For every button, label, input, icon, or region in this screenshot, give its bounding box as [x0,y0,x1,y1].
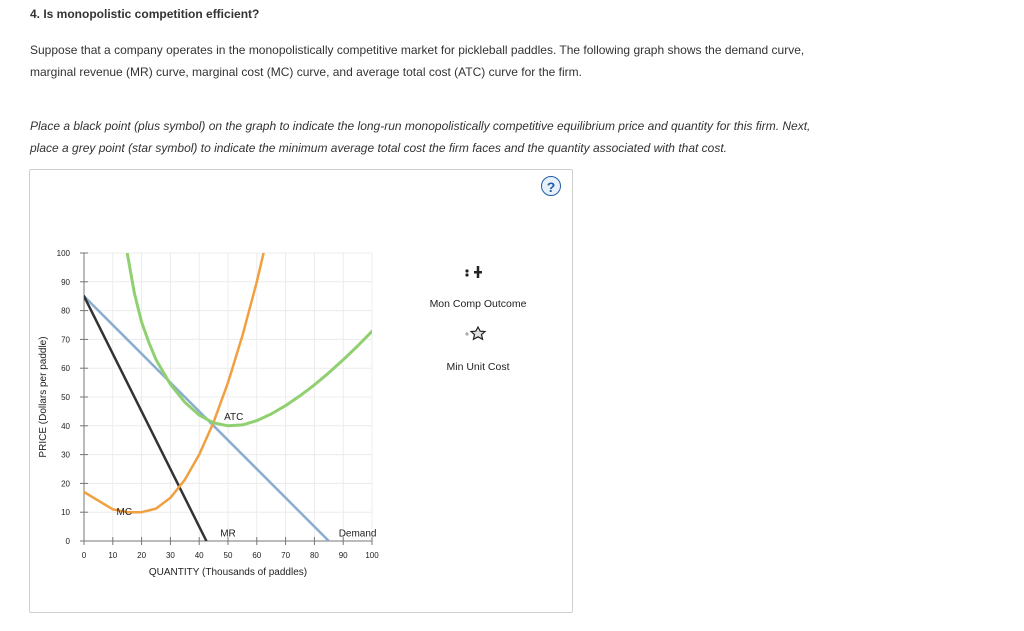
chart-grid [84,253,372,541]
x-tick-label: 40 [194,551,204,560]
y-tick-label: 90 [61,277,70,287]
instruction-line-2: place a grey point (star symbol) to indicate the minimum average total cost the firm faces and the quantity associated with that cost. [30,141,728,155]
x-tick-label: 30 [165,551,175,560]
curve-label-demand: Demand [338,528,377,540]
plus-icon [474,266,482,278]
x-tick-label: 80 [309,551,319,560]
curve-label-mr: MR [220,528,236,540]
y-tick-label: 30 [61,450,70,460]
tool-handle-dots [465,332,468,335]
intro-line-2: marginal revenue (MR) curve, marginal cost (MC) curve, and average total cost (ATC) curve for the firm. [30,65,582,79]
x-axis-label: QUANTITY (Thousands of paddles) [148,567,308,578]
y-tick-label: 100 [56,249,70,258]
intro-line-1: Suppose that a company operates in the monopolistically competitive market for pickleball paddles. The following graph shows the demand curve, [30,43,805,57]
y-tick-label: 20 [61,479,70,489]
curve-label-atc: ATC [224,412,244,424]
chart-labels [117,412,377,540]
x-tick-label: 60 [252,551,262,560]
y-tick-label: 10 [61,508,70,518]
x-tick-label: 0 [81,551,87,560]
tool-label-mon-comp: Mon Comp Outcome [429,298,527,310]
tool-handle-dots [465,269,468,272]
x-tick-label: 100 [365,551,379,560]
y-tick-label: 50 [61,393,70,402]
y-tick-label: 60 [61,364,70,374]
tool-min-unit-cost[interactable] [446,327,509,373]
star-icon [471,327,485,339]
curve-label-mc: MC [116,507,133,519]
help-icon[interactable]: ? [541,176,561,196]
tool-mon-comp-outcome[interactable] [430,266,527,310]
x-tick-label: 90 [338,551,348,560]
y-axis-label: PRICE (Dollars per paddle) [38,336,49,458]
question-title: 4. Is monopolistic competition efficient? [30,7,260,21]
x-tick-label: 20 [137,551,147,560]
x-tick-label: 70 [281,551,291,560]
y-tick-label: 70 [61,335,70,345]
instruction-line-1: Place a black point (plus symbol) on the graph to indicate the long-run monopolistically competitive equilibrium price and quantity for this firm. Next, [30,119,811,133]
tool-label-min-unit-cost: Min Unit Cost [446,361,510,373]
x-tick-label: 50 [223,551,233,560]
x-tick-label: 10 [108,551,118,560]
tool-handle-dots [465,273,468,276]
series-mc-line [84,0,335,512]
y-tick-label: 0 [65,537,70,546]
chart-axes [57,249,380,560]
y-tick-label: 40 [61,421,70,431]
y-tick-label: 80 [61,306,70,316]
